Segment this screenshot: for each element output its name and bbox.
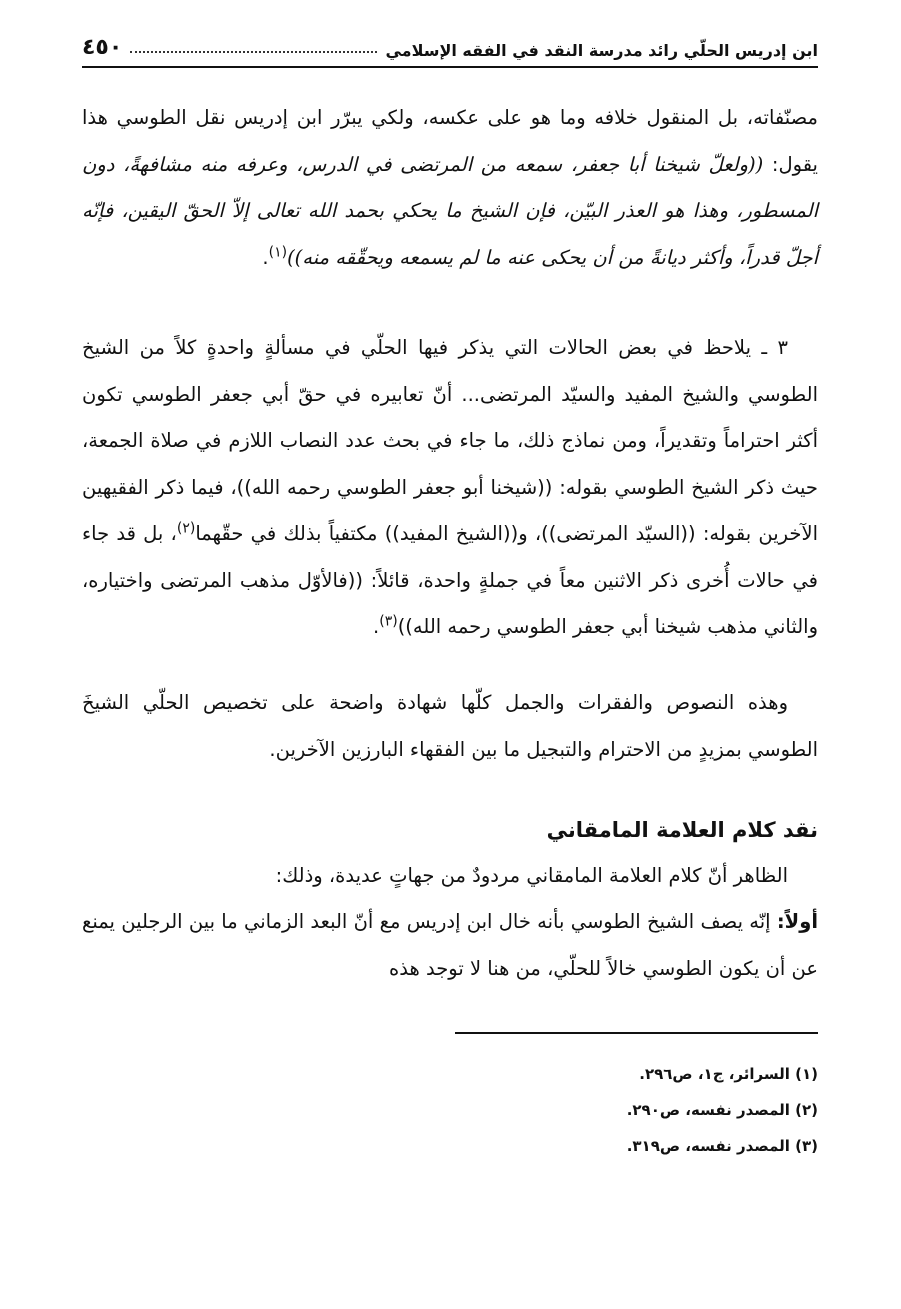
page-header (82, 30, 818, 68)
running-title: ابن إدريس الحلّي رائد مدرسة النقد في الفقه الإسلامي (385, 41, 818, 60)
paragraph-3: وهذه النصوص والفقرات والجمل كلّها شهادة واضحة على تخصيص الحلّي الشيخَ الطوسي بمزيدٍ من الاحترام والتبجيل ما بين الفقهاء البارزين الآخرين. (82, 691, 818, 761)
paragraph-2-text-a: ٣ ـ يلاحظ في بعض الحالات التي يذكر فيها الحلّي في مسألةٍ واحدةٍ كلاً من الشيخ الطوسي والشيخ المفيد والسيّد المرتضى... أنّ تعابيره في حقّ أبي جعفر الطوسي تكون أكثر احتراماً وتقديراً، ومن نماذج ذلك، ما جاء في بحث عدد النصاب اللازم في صلاة الجمعة، حيث ذكر الشيخ الطوسي بقوله: ((شيخنا أبو جعفر الطوسي رحمه الله))، فيما ذكر الفقيهين الآخرين بقوله: ((السيّد المرتضى))، و((الشيخ المفيد)) مكتفياً بذلك في حقّهما (82, 336, 818, 545)
paragraph-1-end: . (262, 245, 269, 269)
paragraph-2-end: . (373, 615, 380, 638)
paragraph-1 (82, 95, 818, 281)
paragraph-2 (82, 325, 818, 651)
first-point-label: أولاً: (776, 910, 818, 933)
footnote-ref-2: (٢) (176, 520, 196, 537)
footnote-2: (٢) المصدر نفسه، ص٢٩٠. (626, 1101, 818, 1119)
paragraph-1-quote: ((ولعلّ شيخنا أبا جعفر، سمعه من المرتضى في الدرس، وعرفه منه مشافهةً، دون المسطور، وهذا هو العذر البيّن، فإن الشيخ ما يحكي بحمد الله تعالى إلاّ الحقّ اليقين، فإنّه أجلّ قدراً، وأكثر ديانةً من أن يحكى عنه ما لم يسمعه ويحقّقه منه)) (82, 152, 818, 269)
section-intro: الظاهر أنّ كلام العلامة المامقاني مردودٌ من جهاتٍ عديدة، وذلك: (275, 864, 788, 887)
section-first-point (82, 899, 818, 992)
footnotes (82, 1056, 818, 1164)
page-number: ٤٥٠ (82, 35, 123, 60)
paragraph-2-text-b: ، بل قد جاء في حالات أُخرى ذكر الاثنين معاً في جملةٍ واحدة، قائلاً: ((فالأوّل مذهب المرتضى واختياره، والثاني مذهب شيخنا أبي جعفر الطوسي رحمه الله)) (82, 522, 818, 638)
footnote-ref-1: (١) (268, 244, 288, 260)
paragraph-1-text: مصنّفاته، بل المنقول خلافه وما هو على عكسه، ولكي يبرّر ابن إدريس نقل الطوسي هذا يقول: (82, 106, 818, 176)
header-dot-leader (130, 51, 377, 53)
footnote-ref-3: (٣) (379, 613, 398, 630)
footnote-1: (١) السرائر، ج١، ص٢٩٦. (639, 1065, 818, 1083)
footnote-separator (455, 1032, 818, 1034)
section-heading: نقد كلام العلامة المامقاني (546, 818, 818, 842)
first-point-text: إنّه يصف الشيخ الطوسي بأنه خال ابن إدريس مع أنّ البعد الزماني ما بين الرجلين يمنع عن أن يكون الطوسي خالاً للحلّي، من هنا لا توجد هذه (82, 910, 818, 980)
footnote-3: (٣) المصدر نفسه، ص٣١٩. (626, 1137, 818, 1155)
